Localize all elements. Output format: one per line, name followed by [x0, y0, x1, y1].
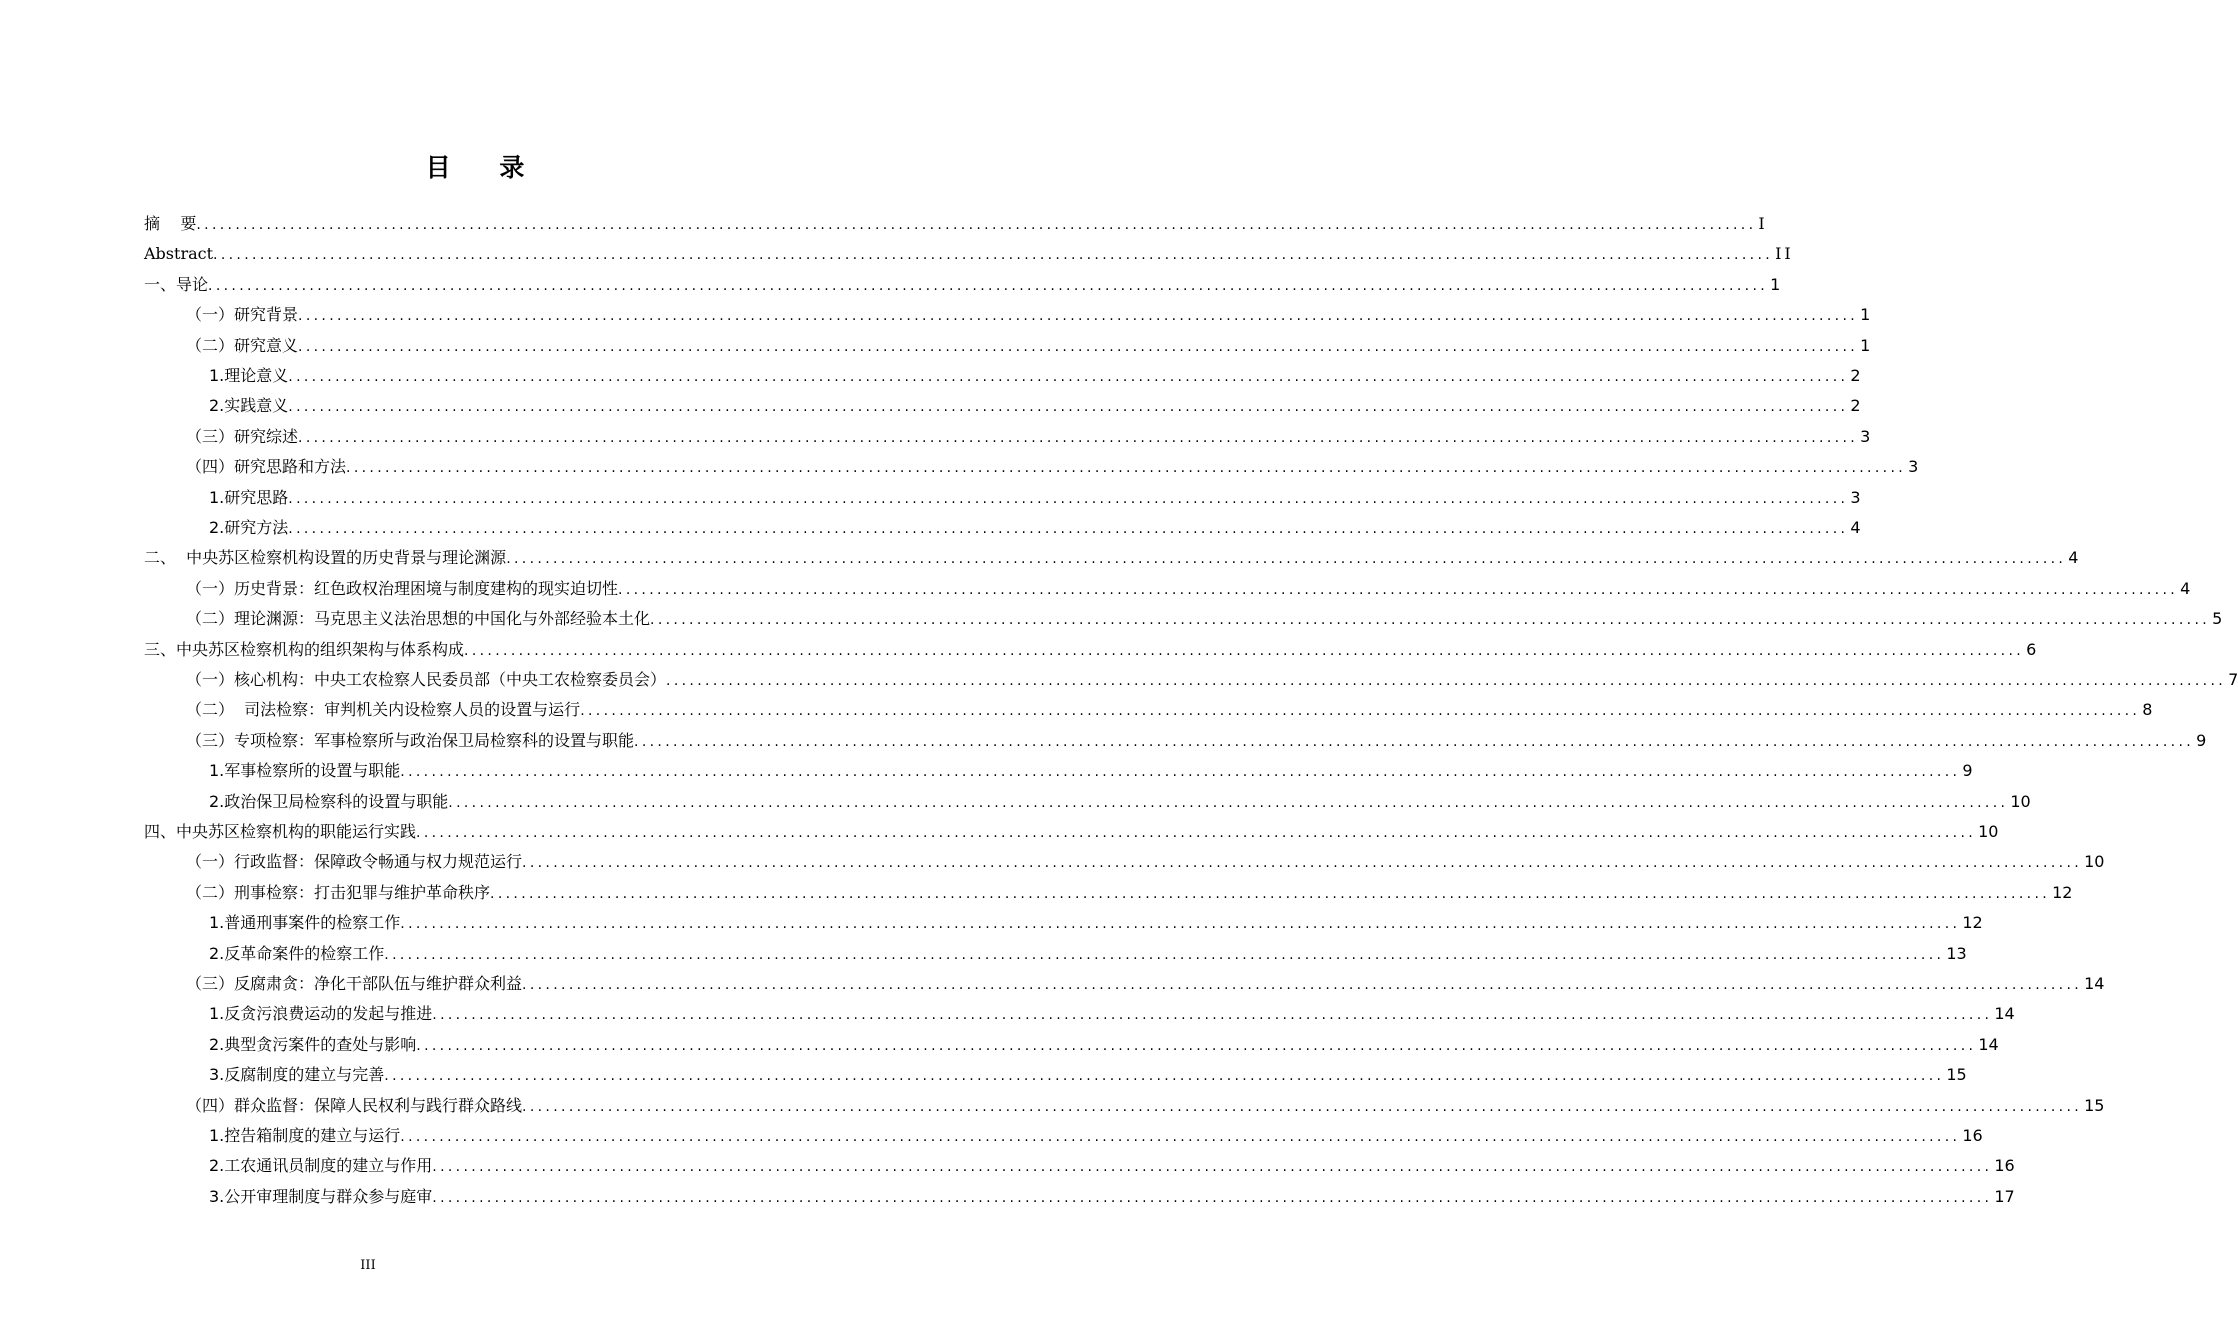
toc-entry-label: （三）专项检察：军事检察所与政治保卫局检察科的设置与职能: [186, 730, 635, 750]
toc-entry-label: 2.工农通讯员制度的建立与作用: [209, 1156, 433, 1176]
toc-entry-label: 二、 中央苏区检察机构设置的历史背景与理论渊源: [144, 548, 507, 568]
toc-entry-page: 4: [2068, 548, 2079, 568]
toc-entry[interactable]: [144, 818, 1999, 846]
toc-entry[interactable]: [186, 666, 2238, 694]
toc-entry[interactable]: [209, 392, 1861, 420]
toc-entry-label: （三）研究综述: [186, 426, 299, 446]
toc-entry[interactable]: [186, 727, 2207, 755]
toc-entry-label: （二）研究意义: [186, 335, 299, 355]
toc-entry[interactable]: [209, 1122, 1983, 1150]
toc-entry[interactable]: [209, 757, 1973, 785]
toc-entry-label: （一）研究背景: [186, 305, 299, 325]
toc-leader-dots: ........................................................................................................................................................................................................: [288, 369, 1849, 385]
toc-entry[interactable]: [144, 271, 1781, 299]
toc-leader-dots: ........................................................................................................................................................................................................: [580, 703, 2141, 720]
toc-entry[interactable]: [209, 788, 2031, 816]
toc-entry-page: 17: [1994, 1186, 2015, 1206]
toc-entry-label: 一、导论: [144, 274, 209, 294]
toc-entry-page: 2: [1850, 366, 1861, 385]
toc-entry-label: 1.军事检察所的设置与职能: [209, 761, 401, 781]
toc-entry-label: 1.控告箱制度的建立与运行: [209, 1126, 401, 1145]
toc-entry[interactable]: [144, 240, 1794, 268]
toc-leader-dots: ........................................................................................................................................................................................................: [288, 521, 1849, 537]
toc-entry-page: 9: [2196, 730, 2207, 750]
toc-title: 目 录: [425, 153, 545, 182]
toc-entry-label: 2.研究方法: [209, 518, 289, 537]
toc-entry-label: 3.公开审理制度与群众参与庭审: [209, 1186, 433, 1206]
toc-entry-page: I: [1758, 214, 1768, 233]
toc-leader-dots: ........................................................................................................................................................................................................: [522, 855, 2083, 872]
toc-entry[interactable]: [186, 970, 2105, 998]
toc-entry[interactable]: [186, 605, 2223, 633]
toc-leader-dots: ........................................................................................................................................................................................................: [506, 551, 2067, 568]
toc-entry-page: 4: [1850, 518, 1861, 537]
toc-entry[interactable]: [209, 909, 1983, 937]
toc-entry-page: 14: [2084, 974, 2105, 993]
toc-entry[interactable]: [186, 879, 2073, 907]
toc-entry-label: 1.理论意义: [209, 366, 289, 385]
toc-leader-dots: ........................................................................................................................................................................................................: [288, 399, 1849, 416]
toc-entry-page: 16: [1962, 1126, 1983, 1145]
toc-entry-label: （一）历史背景：红色政权治理困境与制度建构的现实迫切性: [186, 578, 619, 598]
toc-leader-dots: ........................................................................................................................................................................................................: [464, 642, 2025, 659]
toc-leader-dots: ........................................................................................................................................................................................................: [298, 308, 1859, 325]
toc-entry-page: 10: [1978, 822, 1999, 841]
toc-entry-page: 3: [1860, 426, 1871, 446]
toc-entry-label: （二）刑事检察：打击犯罪与维护革命秩序: [186, 882, 491, 902]
toc-entry-label: （一）核心机构：中央工农检察人民委员部（中央工农检察委员会）: [186, 670, 667, 689]
toc-entry-page: 8: [2142, 700, 2153, 720]
toc-leader-dots: ........................................................................................................................................................................................................: [298, 429, 1859, 446]
toc-entry-page: 12: [1962, 913, 1983, 933]
toc-entry-page: 3: [1850, 487, 1861, 507]
toc-leader-dots: ........................................................................................................................................................................................................: [384, 946, 1945, 963]
toc-entry-label: （四）研究思路和方法: [186, 457, 347, 477]
toc-entry[interactable]: [144, 544, 2079, 572]
toc-entry-page: 1: [1860, 305, 1871, 325]
toc-leader-dots: ........................................................................................................................................................................................................: [298, 338, 1859, 355]
toc-leader-dots: ........................................................................................................................................................................................................: [448, 794, 2009, 811]
toc-entry-label: 2.实践意义: [209, 396, 289, 416]
toc-entry-label: （二） 司法检察：审判机关内设检察人员的设置与运行: [186, 700, 581, 720]
toc-entry-page: 10: [2010, 791, 2031, 811]
toc-leader-dots: ........................................................................................................................................................................................................: [400, 764, 1961, 781]
toc-entry-label: 四、中央苏区检察机构的职能运行实践: [144, 822, 417, 841]
toc-entry[interactable]: [209, 362, 1861, 390]
toc-entry-label: （四）群众监督：保障人民权利与践行群众路线: [186, 1095, 523, 1115]
toc-entry-page: 15: [1946, 1065, 1967, 1085]
toc-entry[interactable]: [209, 514, 1861, 542]
toc-entry[interactable]: [209, 940, 1967, 968]
toc-entry-label: （一）行政监督：保障政令畅通与权力规范运行: [186, 852, 523, 872]
toc-entry-page: 2: [1850, 396, 1861, 416]
toc-entry[interactable]: [186, 332, 1871, 360]
toc-entry-label: 1.普通刑事案件的检察工作: [209, 913, 401, 933]
toc-leader-dots: ........................................................................................................................................................................................................: [288, 490, 1849, 507]
toc-entry-page: 10: [2084, 852, 2105, 872]
toc-leader-dots: ........................................................................................................................................................................................................: [196, 217, 1757, 233]
toc-entry-page: 6: [2026, 639, 2037, 659]
toc-entry[interactable]: [209, 1183, 2015, 1211]
toc-leader-dots: ........................................................................................................................................................................................................: [432, 1189, 1993, 1206]
toc-leader-dots: ........................................................................................................................................................................................................: [618, 581, 2179, 598]
toc-leader-dots: ........................................................................................................................................................................................................: [666, 673, 2227, 689]
toc-leader-dots: ........................................................................................................................................................................................................: [384, 1068, 1945, 1085]
toc-entry[interactable]: [209, 1152, 2015, 1180]
toc-entry[interactable]: [209, 1061, 1967, 1089]
toc-entry[interactable]: [209, 1000, 2015, 1028]
toc-leader-dots: ........................................................................................................................................................................................................: [650, 612, 2211, 629]
toc-leader-dots: ........................................................................................................................................................................................................: [346, 460, 1907, 477]
toc-entry-page: 5: [2212, 609, 2223, 629]
toc-leader-dots: ........................................................................................................................................................................................................: [490, 885, 2051, 902]
toc-leader-dots: ........................................................................................................................................................................................................: [208, 277, 1769, 294]
toc-entry-label: Abstract: [144, 244, 214, 264]
toc-entry[interactable]: [186, 848, 2105, 876]
toc-entry-label: 3.反腐制度的建立与完善: [209, 1065, 385, 1085]
toc-leader-dots: ........................................................................................................................................................................................................: [432, 1007, 1993, 1024]
toc-entry[interactable]: [186, 575, 2191, 603]
toc-entry-page: 7: [2228, 670, 2238, 689]
toc-entry[interactable]: [186, 453, 1919, 481]
toc-leader-dots: ........................................................................................................................................................................................................: [522, 977, 2083, 993]
toc-entry[interactable]: [186, 696, 2153, 724]
toc-leader-dots: ........................................................................................................................................................................................................: [213, 247, 1774, 264]
toc-entry-page: 15: [2084, 1095, 2105, 1115]
toc-entry-page: 13: [1946, 943, 1967, 963]
toc-entry-label: 2.典型贪污案件的查处与影响: [209, 1034, 417, 1054]
toc-entry-page: 1: [1770, 274, 1781, 294]
page-number-footer: III: [360, 1258, 376, 1273]
toc-entry-label: 1.反贪污浪费运动的发起与推进: [209, 1004, 433, 1024]
toc-entry-page: 9: [1962, 761, 1973, 781]
toc-entry-label: 三、中央苏区检察机构的组织架构与体系构成: [144, 639, 465, 659]
toc-entry-label: （二）理论渊源：马克思主义法治思想的中国化与外部经验本土化: [186, 609, 651, 629]
toc-entry-page: 16: [1994, 1156, 2015, 1176]
toc-entry[interactable]: [186, 301, 1871, 329]
toc-entry-label: 摘 要: [144, 214, 197, 233]
toc-entry[interactable]: [144, 636, 2037, 664]
toc-leader-dots: ........................................................................................................................................................................................................: [416, 1037, 1977, 1054]
toc-entry[interactable]: [186, 1092, 2105, 1120]
toc-entry-page: 3: [1908, 457, 1919, 477]
toc-entry-page: II: [1775, 244, 1794, 264]
toc-leader-dots: ........................................................................................................................................................................................................: [400, 916, 1961, 933]
toc-entry-page: 14: [1994, 1004, 2015, 1024]
toc-leader-dots: ........................................................................................................................................................................................................: [634, 733, 2195, 750]
toc-entry[interactable]: [186, 423, 1871, 451]
toc-leader-dots: ........................................................................................................................................................................................................: [416, 825, 1977, 841]
toc-entry[interactable]: [209, 1031, 1999, 1059]
toc-entry-page: 4: [2180, 578, 2191, 598]
toc-entry[interactable]: [209, 484, 1861, 512]
toc-leader-dots: ........................................................................................................................................................................................................: [432, 1159, 1993, 1176]
toc-entry-label: 2.政治保卫局检察科的设置与职能: [209, 791, 449, 811]
toc-entry-label: 2.反革命案件的检察工作: [209, 943, 385, 963]
toc-entry[interactable]: [144, 210, 1768, 238]
toc-entry-page: 14: [1978, 1034, 1999, 1054]
toc-entry-label: 1.研究思路: [209, 487, 289, 507]
toc-leader-dots: ........................................................................................................................................................................................................: [522, 1098, 2083, 1115]
toc-leader-dots: ........................................................................................................................................................................................................: [400, 1129, 1961, 1145]
toc-entry-page: 12: [2052, 882, 2073, 902]
toc-entry-page: 1: [1860, 335, 1871, 355]
toc-entry-label: （三）反腐肃贪：净化干部队伍与维护群众利益: [186, 974, 523, 993]
